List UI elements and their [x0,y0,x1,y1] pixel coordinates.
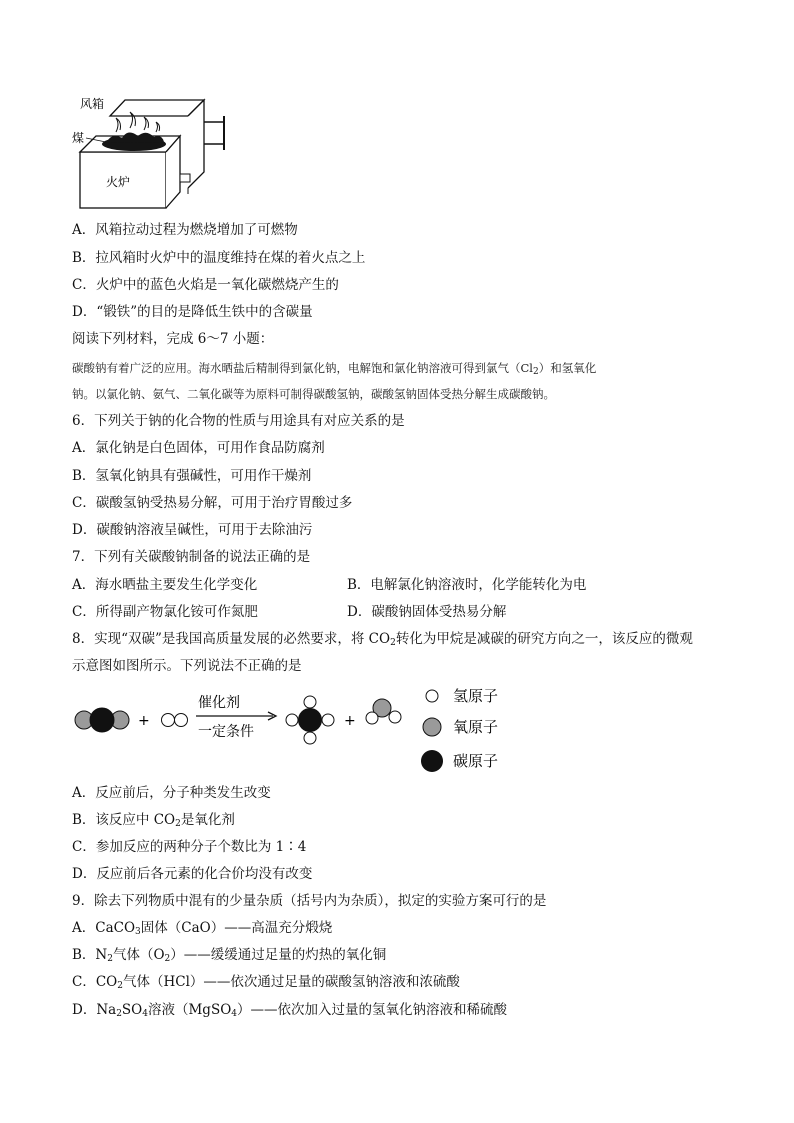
q6-stem: 6．下列关于钠的化合物的性质与用途具有对应关系的是 [72,413,405,429]
q6-option-d: D．碳酸钠溶液呈碱性，可用于去除油污 [72,522,313,538]
label-bellows: 风箱 [80,97,105,111]
q9-option-a: A．CaCO$_3$固体（CaO）——高温充分煅烧 [72,920,333,937]
q9-option-d: D．$Na_2SO_4$溶液（MgSO$_4$）——依次加入过量的氢氧化钠溶液和稀硫酸 [72,1002,507,1019]
h2-molecule [162,714,188,727]
legend-carbon: 碳原子 [453,752,499,770]
q7-option-d: D．碳酸钠固体受热易分解 [347,604,507,620]
label-coal: 煤 [72,131,85,145]
q5-option-d: D．“锻铁”的目的是降低生铁中的含碳量 [72,304,313,320]
legend-oxygen: 氧原子 [453,718,499,736]
plus-sign-2: + [344,713,356,729]
q8-option-c: C．参加反应的两种分子个数比为 1∶4 [72,839,307,855]
material-line-1: 碳酸钠有着广泛的应用。海水晒盐后精制得到氯化钠，电解饱和氯化钠溶液可得到氯气$(Cl_2)$和氢氧化 [72,361,597,377]
q8-stem: 8．实现“双碳”是我国高质量发展的必然要求，将 $CO_2$转化为甲烷是减碳的研究方向之一，该反应的微观 [72,631,693,648]
h2o-molecule [366,699,401,724]
bellows-furnace-figure [72,94,242,209]
reading-intro: 阅读下列材料，完成 6～7 小题： [72,331,274,347]
legend-hydrogen: 氢原子 [453,687,499,705]
q8-stem-line2: 示意图如图所示。下列说法不正确的是 [72,658,302,674]
reaction-diagram [70,680,520,780]
q5-option-a: A．风箱拉动过程为燃烧增加了可燃物 [72,222,298,238]
legend-oxygen-swatch [423,718,441,736]
legend-carbon-swatch [421,750,443,772]
material-line-2: 钠。以氯化钠、氨气、二氧化碳等为原料可制得碳酸氢钠，碳酸氢钠固体受热分解生成碳酸钠。 [72,387,555,401]
q9-option-b: B．$N_2$气体$(O_2)——$缓缓通过足量的灼热的氧化铜 [72,947,387,964]
q9-option-c: C．$CO_2$气体（HCl）——依次通过足量的碳酸氢钠溶液和浓硫酸 [72,974,460,991]
legend-hydrogen-swatch [426,690,438,702]
q7-option-b: B．电解氯化钠溶液时，化学能转化为电 [347,577,587,593]
condition-catalyst: 催化剂 [198,695,240,711]
plus-sign-1: + [138,713,150,729]
q5-option-c: C．火炉中的蓝色火焰是一氧化碳燃烧产生的 [72,277,339,293]
condition-text: 一定条件 [198,724,254,740]
co2-molecule [75,708,129,732]
ch4-molecule [286,696,334,744]
q8-option-b: B．该反应中 $CO_2$是氧化剂 [72,812,235,829]
q9-stem: 9．除去下列物质中混有的少量杂质（括号内为杂质），拟定的实验方案可行的是 [72,893,547,909]
q6-option-a: A．氯化钠是白色固体，可用作食品防腐剂 [72,440,325,456]
q5-option-b: B．拉风箱时火炉中的温度维持在煤的着火点之上 [72,250,366,266]
q6-option-c: C．碳酸氢钠受热易分解，可用于治疗胃酸过多 [72,495,353,511]
label-furnace: 火炉 [106,175,131,189]
q7-stem: 7．下列有关碳酸钠制备的说法正确的是 [72,549,311,565]
q6-option-b: B．氢氧化钠具有强碱性，可用作干燥剂 [72,468,312,484]
q7-option-c: C．所得副产物氯化铵可作氮肥 [72,604,258,620]
q8-option-d: D．反应前后各元素的化合价均没有改变 [72,866,313,882]
q8-option-a: A．反应前后，分子种类发生改变 [72,785,271,801]
q7-option-a: A．海水晒盐主要发生化学变化 [72,577,258,593]
